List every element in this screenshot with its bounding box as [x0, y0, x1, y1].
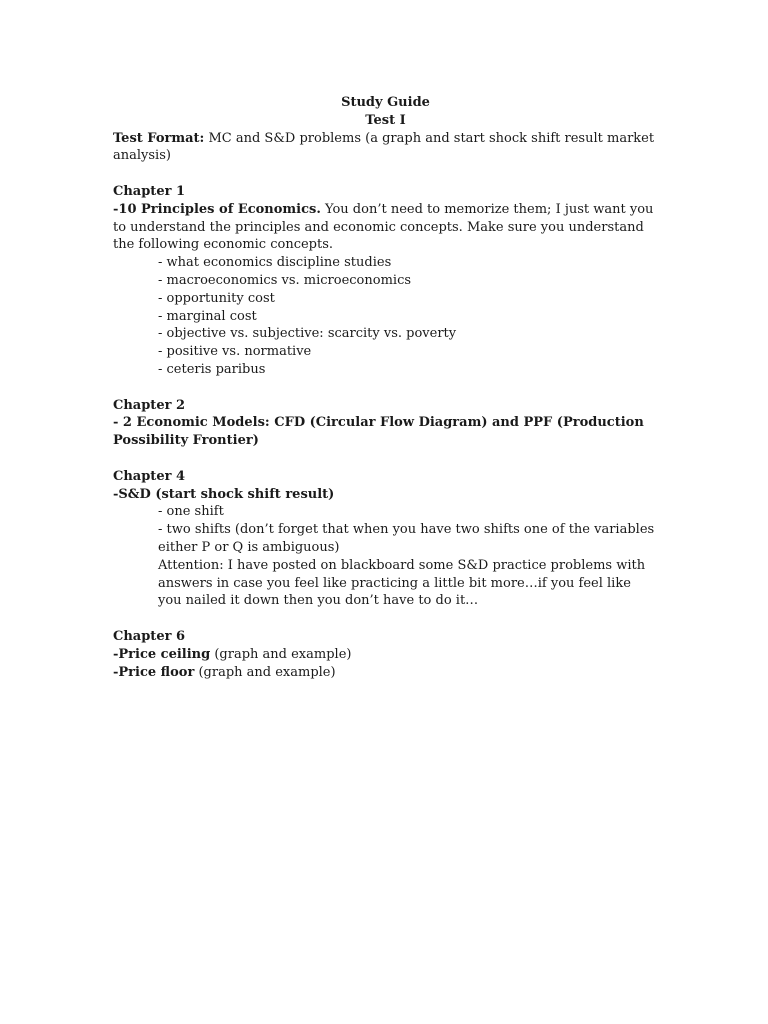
chapter-6-line — [113, 646, 658, 664]
price-ceiling-label: -Price ceiling — [113, 646, 211, 662]
list-item: - ceteris paribus — [158, 361, 266, 377]
price-floor-label: -Price floor — [113, 664, 195, 680]
document-title: Study Guide — [341, 95, 430, 110]
spacer — [113, 450, 658, 468]
spacer — [113, 610, 658, 628]
test-format-line — [113, 130, 658, 166]
chapter-6-heading: Chapter 6 — [113, 628, 186, 644]
chapter-2-heading: Chapter 2 — [113, 397, 186, 413]
chapter-1-intro — [113, 201, 658, 254]
document-subtitle: Test I — [365, 112, 406, 128]
spacer — [113, 379, 658, 397]
list-item: - opportunity cost — [158, 290, 275, 306]
chapter-4-heading: Chapter 4 — [113, 468, 186, 484]
list-item: - what economics discipline studies — [158, 255, 392, 271]
chapter-1-lead-text: You don’t need to memorize them; I just want you to understand the principles and economic concepts. Make sure you understand the following economic concepts. — [113, 201, 654, 253]
list-item: - macroeconomics vs. microeconomics — [158, 272, 412, 288]
list-item: - objective vs. subjective: scarcity vs. poverty — [158, 326, 457, 342]
test-format-text: MC and S&D problems (a graph and start shock shift result market analysis) — [113, 130, 655, 164]
list-item: - marginal cost — [158, 308, 257, 324]
chapter-4-lead: -S&D (start shock shift result) — [113, 486, 335, 502]
spacer — [113, 165, 658, 183]
list-item: - positive vs. normative — [158, 344, 312, 360]
chapter-6-line — [113, 664, 658, 682]
chapter-1-concepts-list — [113, 254, 658, 379]
test-format-label: Test Format: — [113, 130, 205, 146]
chapter-2-lead: - 2 Economic Models: CFD (Circular Flow Diagram) and PPF (Production Possibility Frontier) — [113, 415, 644, 449]
list-item: - one shift — [158, 504, 224, 520]
chapter-1-lead: -10 Principles of Economics. — [113, 201, 321, 217]
chapter-1-heading: Chapter 1 — [113, 183, 186, 199]
price-floor-text: (graph and example) — [194, 664, 336, 680]
chapter-4-list — [113, 503, 658, 610]
list-item: - two shifts (don’t forget that when you have two shifts one of the variables either P or Q is ambiguous) — [158, 522, 655, 555]
price-ceiling-text: (graph and example) — [210, 646, 352, 662]
study-guide-body — [113, 94, 658, 681]
list-item: Attention: I have posted on blackboard some S&D practice problems with answers in case you feel like practicing a little bit more…if you feel like you nailed it down then you don’t have to do it… — [158, 557, 646, 609]
